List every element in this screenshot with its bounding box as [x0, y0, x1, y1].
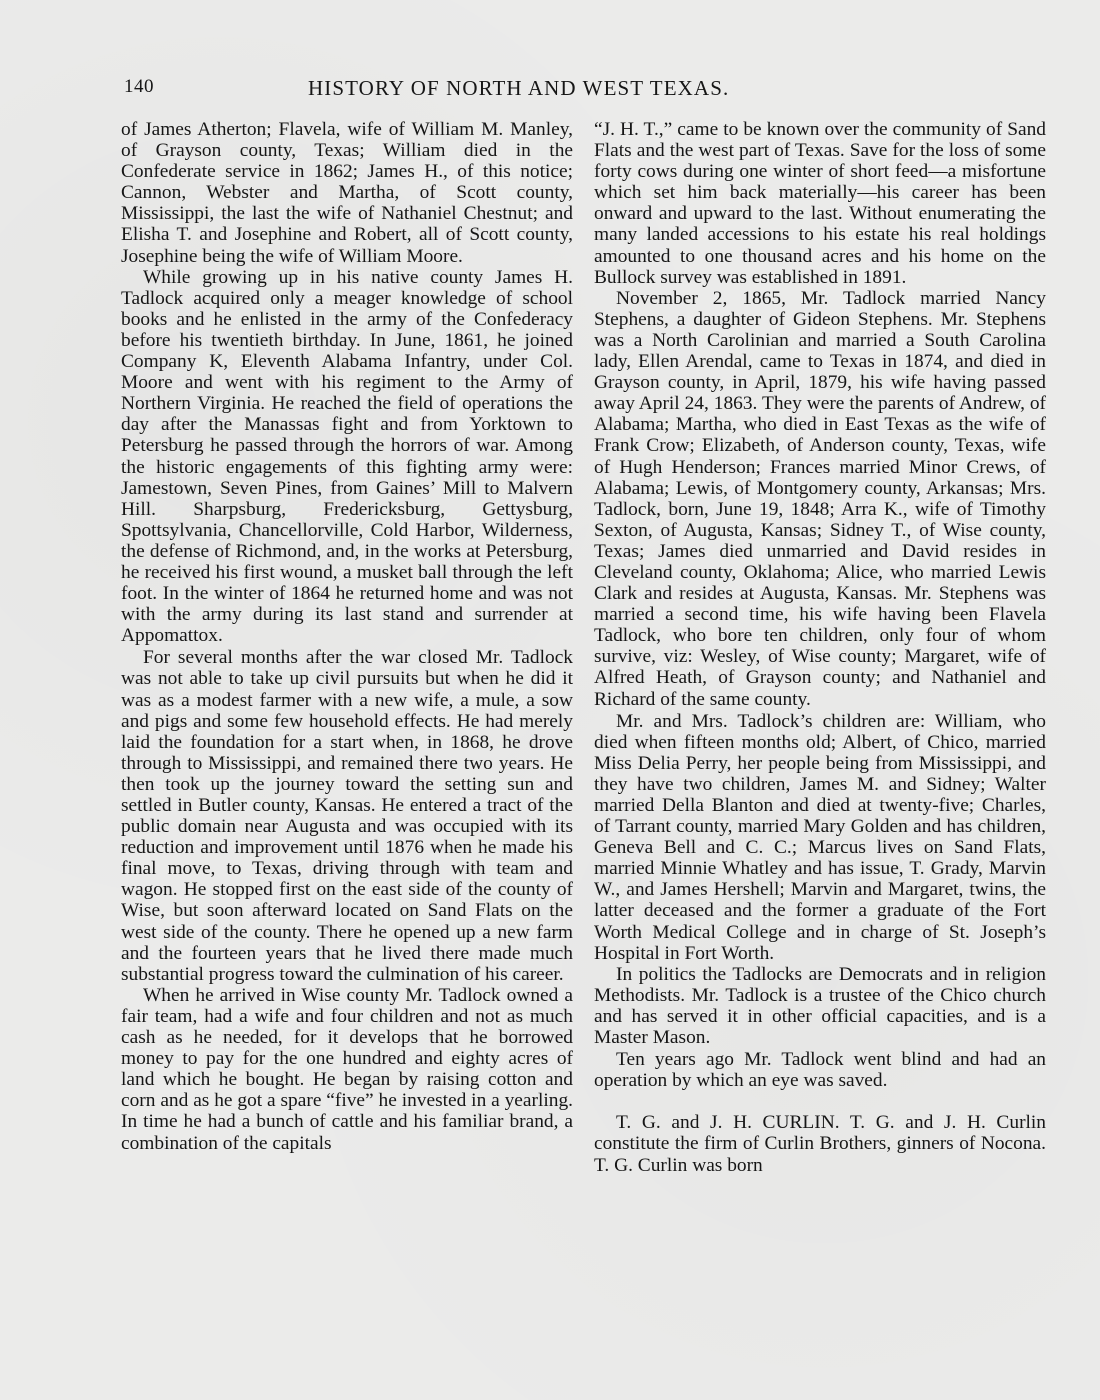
paragraph-politics-religion: In politics the Tadlocks are Democrats and in religion Methodists. Mr. Tadlock is a trustee of the Chico church and has served it in other official capacities, and is a Master Mason.	[594, 963, 1046, 1049]
left-column	[121, 119, 573, 1154]
paragraph-postwar-migration: For several months after the war closed Mr. Tadlock was not able to take up civil pursuits but when he did it was as a modest farmer with a new wife, a mule, a sow and pigs and some few household effects. He had merely laid the foundation for a start when, in 1868, he drove through to Mississippi, and remained there two years. He then took up the journey toward the setting sun and settled in Butler county, Kansas. He entered a tract of the public domain near Augusta and was occupied with its reduction and improvement until 1876 when he made his final move, to Texas, driving through with team and wagon. He stopped first on the east side of the county of Wise, but soon afterward located on Sand Flats on the west side of the county. There he opened up a new farm and the fourteen years that he lived there made much substantial progress toward the culmination of his career.	[121, 647, 573, 985]
page-number: 140	[124, 76, 154, 97]
paragraph-marriage-and-stephens-family: November 2, 1865, Mr. Tadlock married Nancy Stephens, a daughter of Gideon Stephens. Mr. Stephens was a North Carolinian and married a South Carolina lady, Ellen Arendal, came to Texas in 1874, and died in Grayson county, in April, 1879, his wife having passed away April 24, 1863. They were the parents of Andrew, of Alabama; Martha, who died in East Texas as the wife of Frank Crow; Elizabeth, of Anderson county, Texas, wife of Hugh Henderson; Frances married Minor Crews, of Alabama; Lewis, of Montgomery county, Arkansas; Mrs. Tadlock, born, June 19, 1848; Arra K., wife of Timothy Sexton, of Augusta, Kansas; Sidney T., of Wise county, Texas; James died unmarried and David resides in Cleveland county, Oklahoma; Alice, who married Lewis Clark and resides at Augusta, Kansas. Mr. Stephens was married a second time, his wife having been Flavela Tadlock, who bore ten children, only four of whom survive, viz: Wesley, of Wise county; Margaret, wife of Alfred Heath, of Grayson county; and Nathaniel and Richard of the same county.	[594, 287, 1046, 710]
paragraph-tadlock-children: Mr. and Mrs. Tadlock’s children are: William, who died when fifteen months old; Albert, of Chico, married Miss Delia Perry, her people being from Mississippi, and they have two children, James M. and Sidney; Walter married Della Blanton and died at twenty-five; Charles, of Tarrant county, married Mary Golden and has children, Geneva Bell and C. C.; Marcus lives on Sand Flats, married Minnie Whatley and has issue, T. Grady, Marvin W., and James Hershell; Marvin and Margaret, twins, the latter deceased and the former a graduate of the Fort Worth Medical College and in charge of St. Joseph’s Hospital in Fort Worth.	[594, 710, 1046, 964]
paragraph-siblings-continued: of James Atherton; Flavela, wife of William M. Manley, of Grayson county, Texas; William died in the Confederate service in 1862; James H., of this notice; Cannon, Webster and Martha, of Scott county, Mississippi, the last the wife of Nathaniel Chestnut; and Elisha T. and Josephine and Robert, all of Scott county, Josephine being the wife of William Moore.	[121, 119, 573, 267]
running-head	[0, 76, 1100, 106]
paragraph-brand-and-holdings: “J. H. T.,” came to be known over the community of Sand Flats and the west part of Texas. Save for the loss of some forty cows during one winter of short feed—a misfortune which set him back materially—his career has been onward and upward to the last. Without enumerating the many landed accessions to his estate his real holdings amounted to one thousand acres and his home on the Bullock survey was established in 1891.	[594, 119, 1046, 288]
paragraph-military-service: While growing up in his native county James H. Tadlock acquired only a meager knowledge of school books and he enlisted in the army of the Confederacy before his twentieth birthday. In June, 1861, he joined Company K, Eleventh Alabama Infantry, under Col. Moore and went with his regiment to the Army of Northern Virginia. He reached the field of operations the day after the Manassas fight and from Yorktown to Petersburg he passed through the horrors of war. Among the historic engagements of this fighting army were: Jamestown, Seven Pines, from Gaines’ Mill to Malvern Hill. Sharpsburg, Fredericksburg, Gettysburg, Spottsylvania, Chancellorville, Cold Harbor, Wilderness, the defense of Richmond, and, in the works at Petersburg, he received his first wound, a musket ball through the left foot. In the winter of 1864 he returned home and was not with the army during its last stand and surrender at Appomattox.	[121, 266, 573, 647]
paragraph-blindness: Ten years ago Mr. Tadlock went blind and had an operation by which an eye was saved.	[594, 1049, 1046, 1092]
running-title: HISTORY OF NORTH AND WEST TEXAS.	[308, 76, 730, 100]
right-column	[594, 119, 1046, 1176]
paragraph-curlin-entry: T. G. and J. H. CURLIN. T. G. and J. H. Curlin constitute the firm of Curlin Brothers, ginners of Nocona. T. G. Curlin was born	[594, 1112, 1046, 1176]
paragraph-wise-county-arrival: When he arrived in Wise county Mr. Tadlock owned a fair team, had a wife and four children and not as much cash as he needed, for it develops that he borrowed money to pay for the one hundred and eighty acres of land which he bought. He began by raising cotton and corn and as he got a spare “five” he invested in a yearling. In time he had a bunch of cattle and his familiar brand, a combination of the capitals	[121, 984, 573, 1154]
